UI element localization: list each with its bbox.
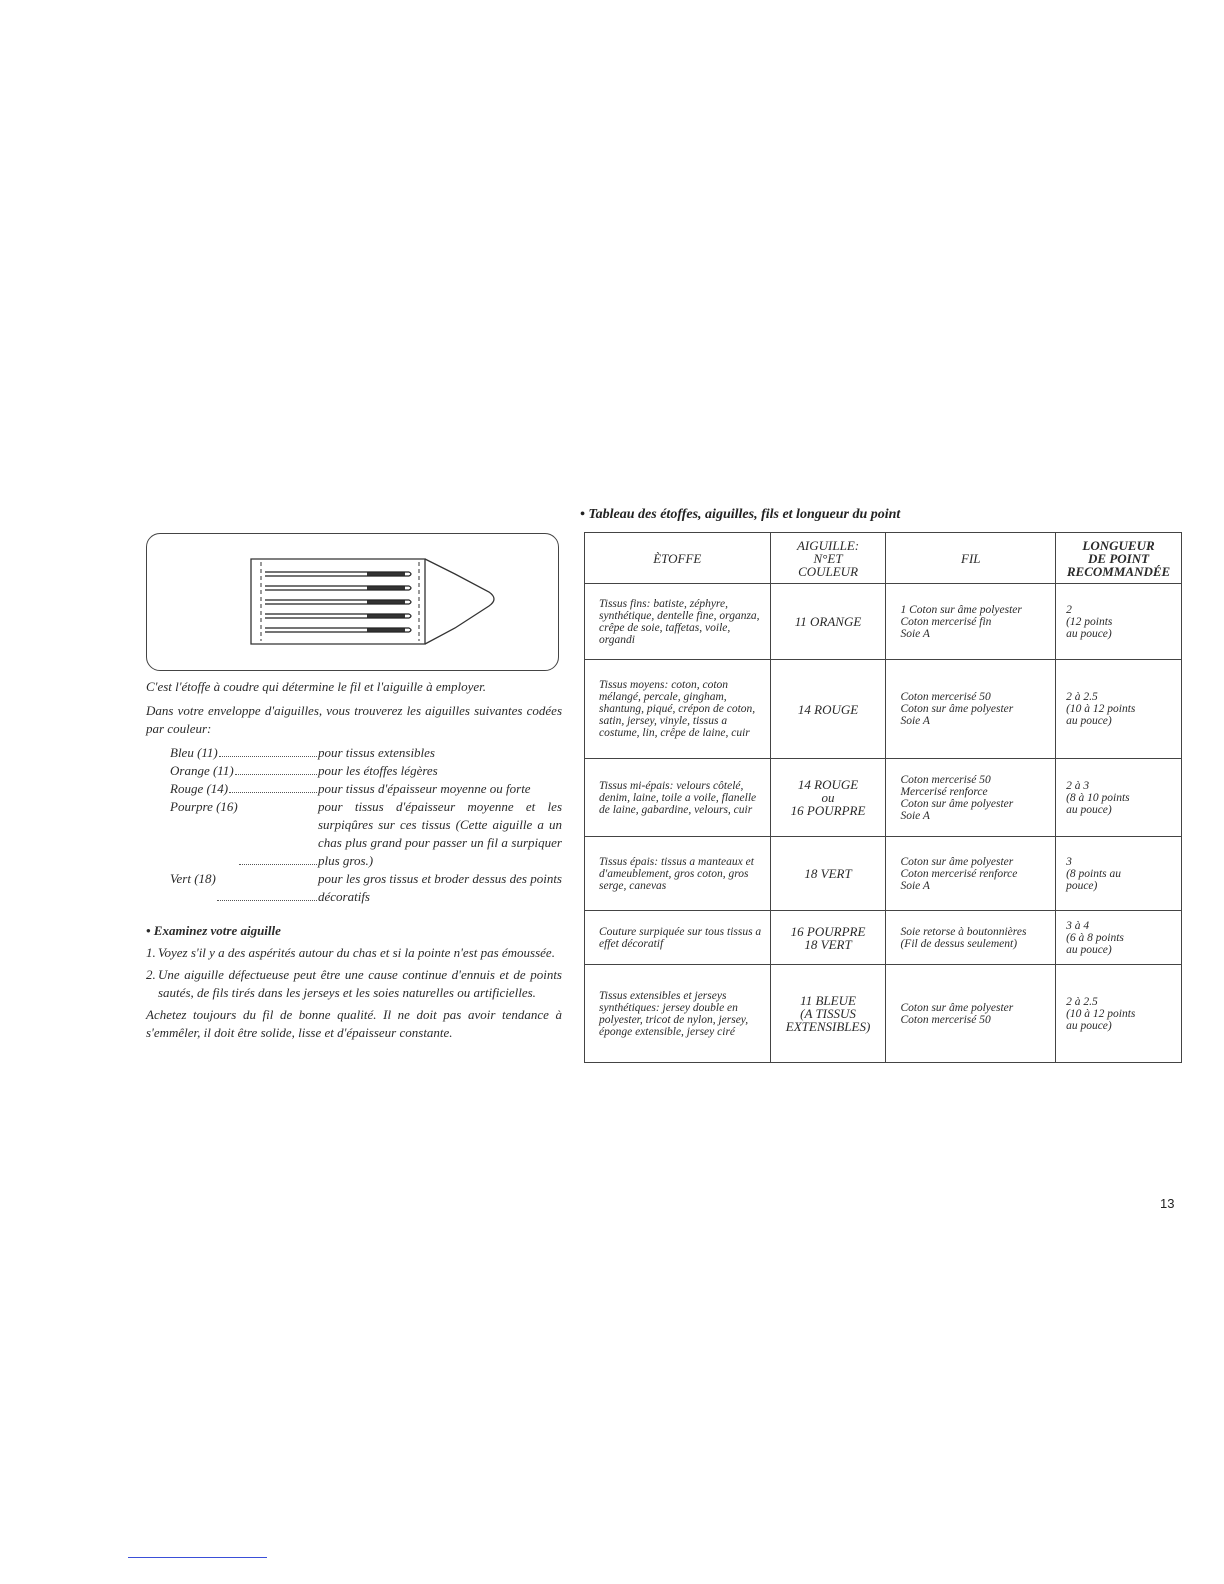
examine-heading: • Examinez votre aiguille — [146, 923, 281, 938]
needle-packet-icon — [147, 534, 560, 672]
cell-thread: Coton mercerisé 50 Coton sur âme polyester Soie A — [886, 660, 1056, 759]
table-title: • Tableau des étoffes, aiguilles, fils et longueur du point — [580, 507, 901, 522]
footer-rule — [128, 1557, 267, 1558]
cell-thread: Soie retorse à boutonnières (Fil de dessus seulement) — [886, 911, 1056, 965]
needle-desc: pour les étoffes légères — [318, 763, 438, 778]
table-row — [585, 837, 1182, 911]
needle-color-list — [146, 744, 562, 906]
header-fabric: ÈTOFFE — [585, 533, 771, 584]
closing-text: Achetez toujours du fil de bonne qualité. Il ne doit pas avoir tendance à s'emmêler, il doit être solide, lisse et d'épaisseur constante. — [146, 1007, 562, 1040]
list-item — [146, 780, 562, 798]
cell-length: 2 à 3 (8 à 10 points au pouce) — [1056, 759, 1182, 837]
page-number: 13 — [1160, 1196, 1175, 1211]
table-row — [585, 584, 1182, 660]
list-item — [146, 870, 562, 906]
cell-length: 2 à 2.5 (10 à 12 points au pouce) — [1056, 660, 1182, 759]
cell-needle: 16 POURPRE 18 VERT — [770, 911, 886, 965]
list-item — [146, 944, 562, 962]
needle-name: Orange (11) — [170, 763, 234, 778]
table-row — [585, 759, 1182, 837]
cell-fabric: Tissus épais: tissus a manteaux et d'ameublement, gros coton, gros serge, canevas — [585, 837, 771, 911]
needle-name: Rouge (14) — [170, 781, 229, 796]
list-item — [146, 798, 562, 870]
intro-text-2: Dans votre enveloppe d'aiguilles, vous trouverez les aiguilles suivantes codées par couleur: — [146, 703, 562, 736]
cell-needle: 11 BLEUE (A TISSUS EXTENSIBLES) — [770, 965, 886, 1063]
cell-thread: 1 Coton sur âme polyester Coton mercerisé fin Soie A — [886, 584, 1056, 660]
cell-length: 3 à 4 (6 à 8 points au pouce) — [1056, 911, 1182, 965]
list-item — [146, 744, 562, 762]
cell-needle: 14 ROUGE ou 16 POURPRE — [770, 759, 886, 837]
needle-desc: pour les gros tissus et broder dessus des points décoratifs — [318, 871, 562, 904]
needle-desc: pour tissus d'épaisseur moyenne et les surpiqûres sur ces tissus (Cette aiguille a un chas plus grand pour passer un fil a surpiquer plus gros.) — [318, 799, 562, 868]
cell-fabric: Tissus moyens: coton, coton mélangé, percale, gingham, shantung, piqué, crépon de coton, satin, jersey, vinyle, tissus a costume, lin, crêpe de laine, cuir — [585, 660, 771, 759]
cell-length: 2 (12 points au pouce) — [1056, 584, 1182, 660]
table-header-row — [585, 533, 1182, 584]
cell-needle: 11 ORANGE — [770, 584, 886, 660]
cell-thread: Coton mercerisé 50 Mercerisé renforce Coton sur âme polyester Soie A — [886, 759, 1056, 837]
table-row — [585, 965, 1182, 1063]
cell-fabric: Tissus fins: batiste, zéphyre, synthétique, dentelle fine, organza, crêpe de soie, taffetas, voile, organdi — [585, 584, 771, 660]
table-row — [585, 660, 1182, 759]
header-length: LONGUEUR DE POINT RECOMMANDÉE — [1056, 533, 1182, 584]
intro-text: C'est l'étoffe à coudre qui détermine le fil et l'aiguille à employer. — [146, 679, 487, 694]
item-number: 2. — [146, 967, 156, 982]
cell-needle: 14 ROUGE — [770, 660, 886, 759]
needle-name: Vert (18) — [170, 871, 216, 886]
needle-name: Pourpre (16) — [170, 799, 238, 814]
cell-needle: 18 VERT — [770, 837, 886, 911]
needle-name: Bleu (11) — [170, 745, 218, 760]
table-row — [585, 911, 1182, 965]
cell-fabric: Couture surpiquée sur tous tissus a effet décoratif — [585, 911, 771, 965]
cell-length: 3 (8 points au pouce) — [1056, 837, 1182, 911]
cell-fabric: Tissus extensibles et jerseys synthétiques: jersey double en polyester, tricot de nylon, jersey, éponge extensible, jersey ciré — [585, 965, 771, 1063]
needle-desc: pour tissus extensibles — [318, 745, 435, 760]
cell-length: 2 à 2.5 (10 à 12 points au pouce) — [1056, 965, 1182, 1063]
cell-fabric: Tissus mi-épais: velours côtelé, denim, laine, toile a voile, flanelle de laine, gabardine, velours, cuir — [585, 759, 771, 837]
list-item — [146, 762, 562, 780]
needle-packet-illustration — [146, 533, 559, 671]
needle-desc: pour tissus d'épaisseur moyenne ou forte — [318, 781, 531, 796]
list-item — [146, 966, 562, 1002]
header-needle: AIGUILLE: N°ET COULEUR — [770, 533, 886, 584]
header-thread: FIL — [886, 533, 1056, 584]
cell-thread: Coton sur âme polyester Coton mercerisé renforce Soie A — [886, 837, 1056, 911]
fabric-needle-table — [584, 532, 1182, 1063]
item-text: Une aiguille défectueuse peut être une cause continue d'ennuis et de points sautés, de fils tirés dans les jerseys et les soies naturelles ou artificielles. — [158, 967, 562, 1000]
item-text: Voyez s'il y a des aspérités autour du chas et si la pointe n'est pas émoussée. — [158, 945, 555, 960]
left-column — [146, 678, 562, 1048]
item-number: 1. — [146, 945, 156, 960]
cell-thread: Coton sur âme polyester Coton mercerisé 50 — [886, 965, 1056, 1063]
